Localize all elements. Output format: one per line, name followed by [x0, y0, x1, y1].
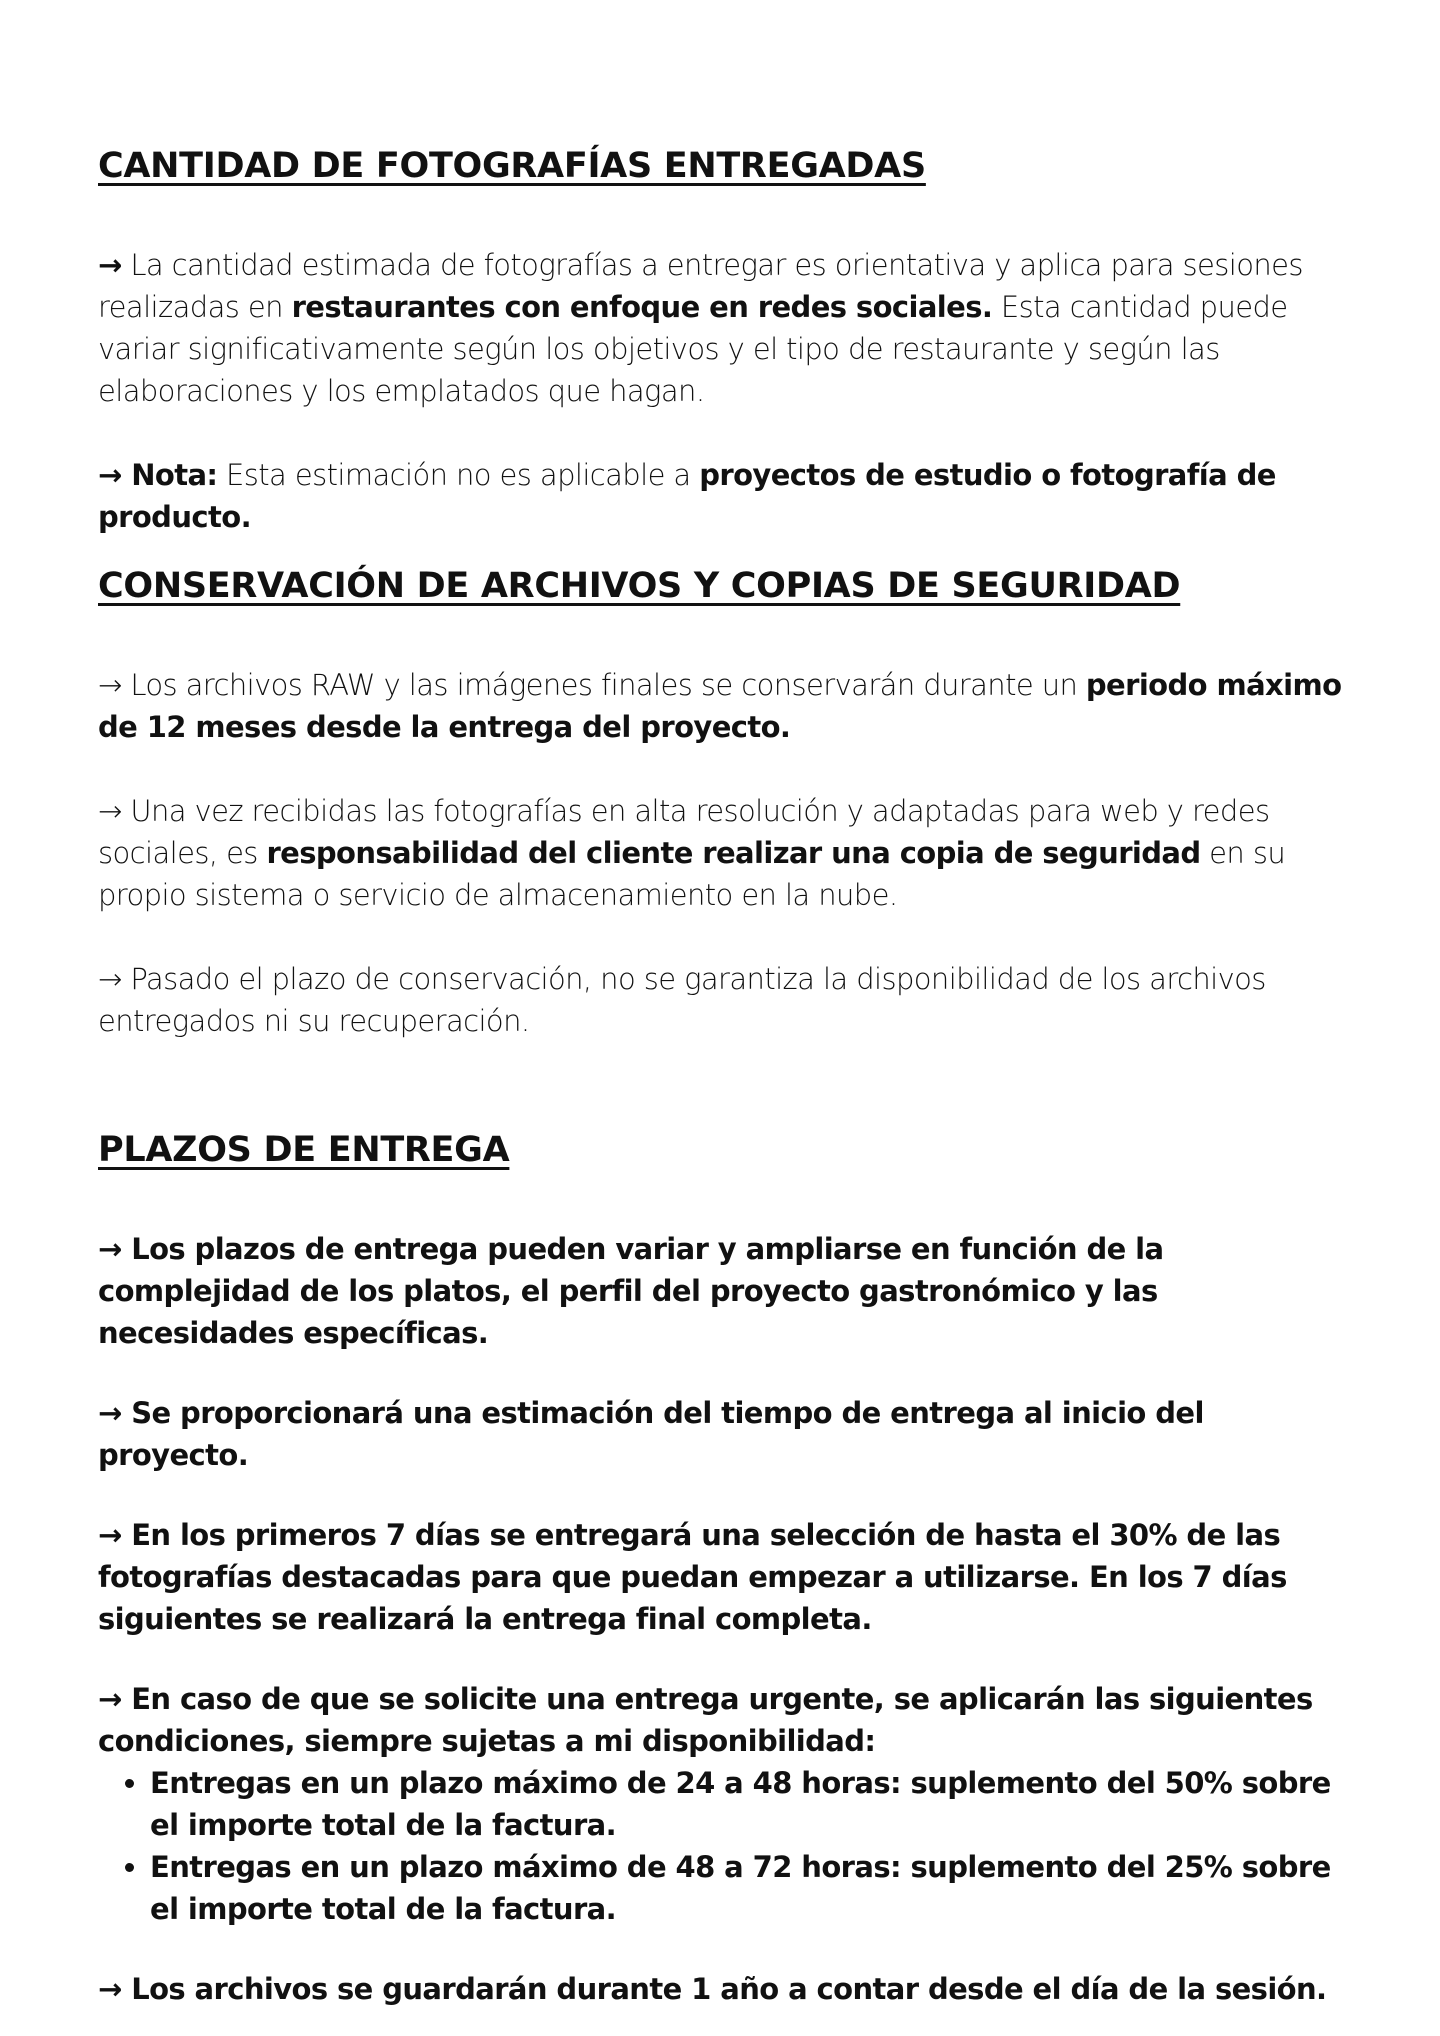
paragraph-estimacion-tiempo: → Se proporcionará una estimación del tiempo de entrega al inicio del proyecto. — [98, 1396, 1204, 1472]
arrow-icon: → — [98, 668, 122, 702]
arrow-icon: → — [98, 458, 122, 492]
section-heading-conservacion: CONSERVACIÓN DE ARCHIVOS Y COPIAS DE SEGURIDAD — [98, 566, 1181, 606]
paragraph-plazo-conservacion: → Pasado el plazo de conservación, no se garantiza la disponibilidad de los archivos entregados ni su recuperación. — [98, 962, 1266, 1038]
paragraph-archivos-guardados: → Los archivos se guardarán durante 1 año a contar desde el día de la sesión. — [98, 1972, 1327, 2006]
section-heading-plazos: PLAZOS DE ENTREGA — [98, 1130, 510, 1170]
paragraph-nota: → Nota: Esta estimación no es aplicable a proyectos de estudio o fotografía de producto. — [98, 458, 1276, 534]
paragraph-primeros-dias: → En los primeros 7 días se entregará una selección de hasta el 30% de las fotografías destacadas para que puedan empezar a utilizarse. En los 7 días siguientes se realizará la entrega final completa. — [98, 1518, 1287, 1636]
paragraph-entrega-urgente: → En caso de que se solicite una entrega urgente, se aplicarán las siguientes condiciones, siempre sujetas a mi disponibilidad: — [98, 1682, 1313, 1758]
urgent-conditions-list — [98, 1762, 1358, 1930]
paragraph-plazos-variar: → Los plazos de entrega pueden variar y ampliarse en función de la complejidad de los platos, el perfil del proyecto gastronómico y las necesidades específicas. — [98, 1232, 1164, 1350]
paragraph-archivos-raw: → Los archivos RAW y las imágenes finales se conservarán durante un periodo máximo de 12 meses desde la entrega del proyecto. — [98, 668, 1342, 744]
list-item: • Entregas en un plazo máximo de 48 a 72 horas: suplemento del 25% sobre el importe total de la factura. — [150, 1846, 1358, 1930]
section-heading-cantidad: CANTIDAD DE FOTOGRAFÍAS ENTREGADAS — [98, 146, 926, 186]
arrow-icon: → — [98, 962, 122, 996]
paragraph-copia-seguridad: → Una vez recibidas las fotografías en alta resolución y adaptadas para web y redes sociales, es responsabilidad del cliente realizar una copia de seguridad en su propio sistema o servicio de almacenamiento en la nube. — [98, 794, 1286, 912]
paragraph-cantidad-estimada: → La cantidad estimada de fotografías a entregar es orientativa y aplica para sesiones realizadas en restaurantes con enfoque en redes sociales. Esta cantidad puede variar significativamente según los objetivos y el tipo de restaurante y según las elaboraciones y los emplatados que hagan. — [98, 248, 1303, 408]
document-body — [98, 140, 1358, 2010]
arrow-icon: → — [98, 248, 122, 282]
arrow-icon: → — [98, 794, 122, 828]
list-item: • Entregas en un plazo máximo de 24 a 48 horas: suplemento del 50% sobre el importe total de la factura. — [150, 1762, 1358, 1846]
